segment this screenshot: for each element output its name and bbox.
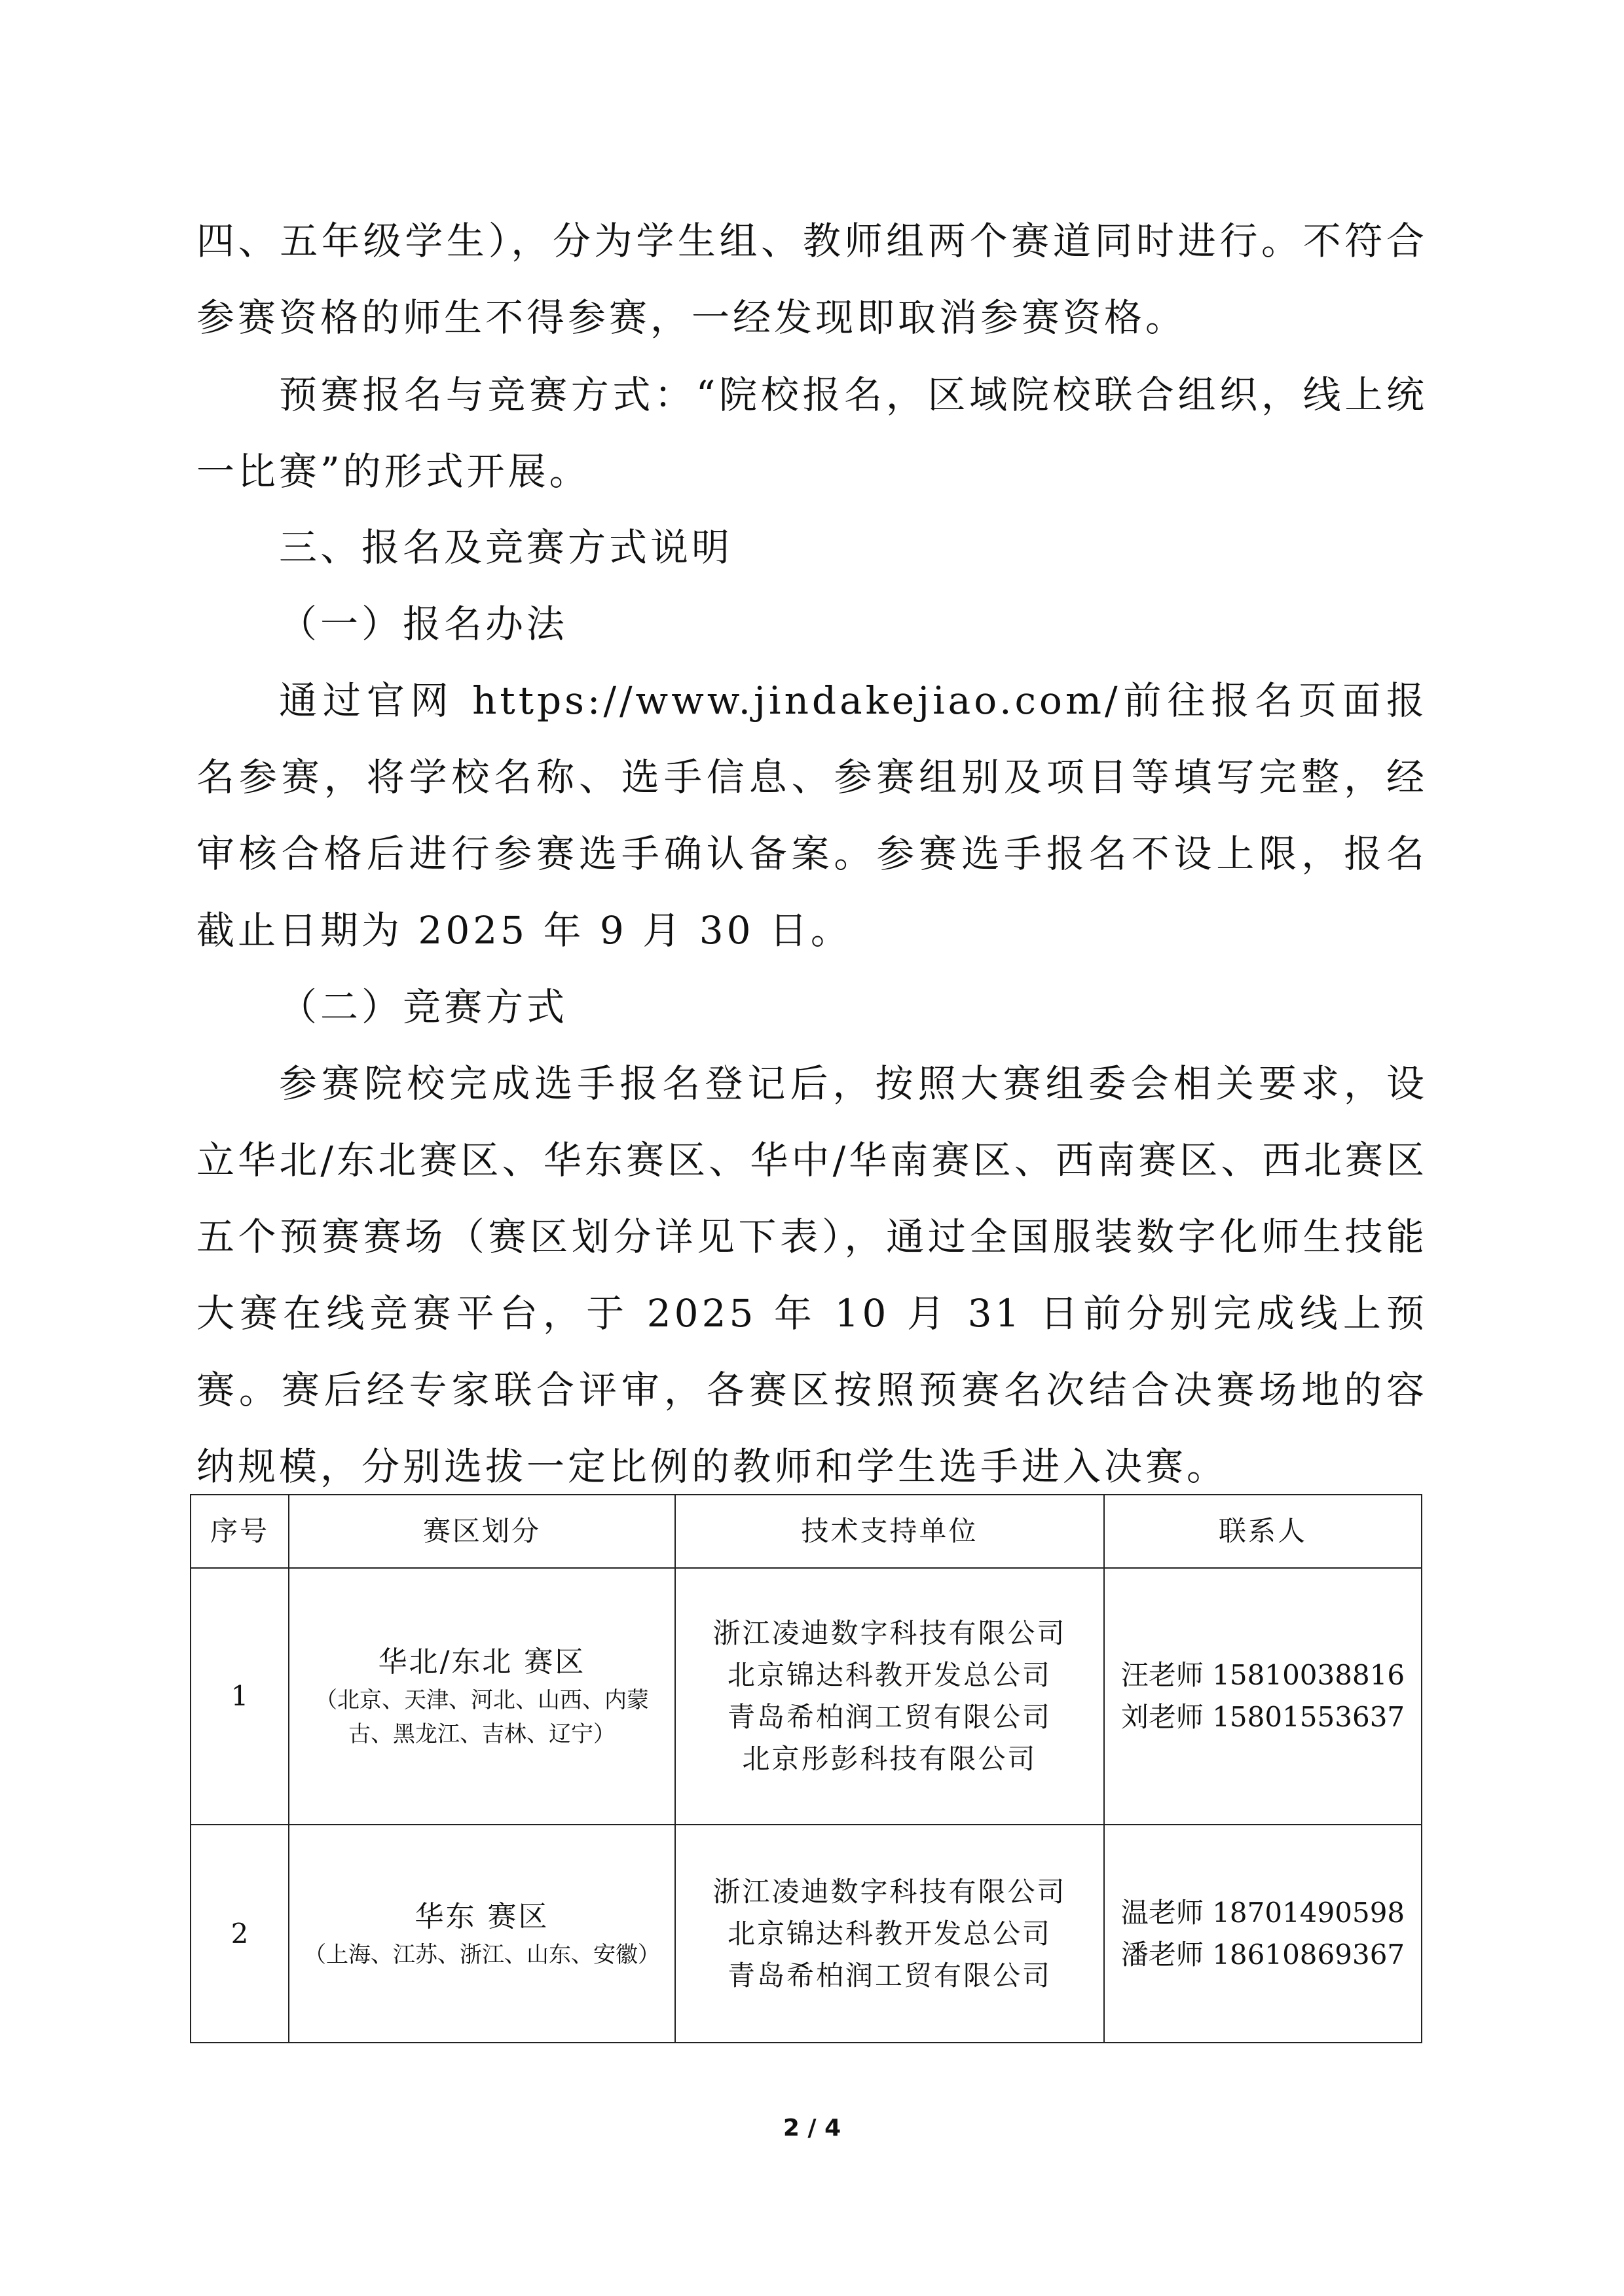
row-index: 2 — [191, 1825, 289, 2043]
header-region: 赛区划分 — [289, 1495, 675, 1568]
page-number: 2 / 4 — [783, 2115, 841, 2141]
region-table — [190, 1494, 1422, 2043]
header-support-unit: 技术支持单位 — [675, 1495, 1104, 1568]
support-unit: 北京锦达科教开发总公司 — [727, 1917, 1052, 1950]
support-unit: 青岛希柏润工贸有限公司 — [727, 1959, 1052, 1992]
region-name: 华东 赛区 — [415, 1899, 549, 1933]
table-row — [191, 1825, 1422, 2043]
table-header-row — [191, 1495, 1422, 1568]
support-unit: 浙江凌迪数字科技有限公司 — [712, 1875, 1067, 1908]
contact-cell — [1104, 1568, 1422, 1825]
support-unit-cell — [675, 1825, 1104, 2043]
row-index: 1 — [191, 1568, 289, 1825]
support-unit: 青岛希柏润工贸有限公司 — [727, 1701, 1052, 1733]
support-unit: 浙江凌迪数字科技有限公司 — [712, 1617, 1067, 1649]
header-index: 序号 — [191, 1495, 289, 1568]
region-cell — [289, 1825, 675, 2043]
support-unit: 北京彤彭科技有限公司 — [742, 1743, 1037, 1775]
subsection-heading-competition: （二）竞赛方式 — [279, 985, 568, 1029]
region-cell — [289, 1568, 675, 1825]
paragraph-competition-method: 参赛院校完成选手报名登记后，按照大赛组委会相关要求，设立华北/东北赛区、华东赛区、华中/华南赛区、西南赛区、西北赛区五个预赛赛场（赛区划分详见下表），通过全国服装数字化师生技能大赛在线竞赛平台，于 2025 年 10 月 31 日前分别完成线上预赛。赛后经专家联合评审，各赛区按照预赛名次结合决赛场地的容纳规模，分别选拔一定比例的教师和学生选手进入决赛。 — [196, 1061, 1428, 1489]
contact-person: 刘老师 15801553637 — [1120, 1701, 1405, 1733]
region-provinces: （上海、江苏、浙江、山东、安徽） — [304, 1941, 660, 1968]
region-provinces: （北京、天津、河北、山西、内蒙古、黑龙江、吉林、辽宁） — [315, 1687, 649, 1747]
subsection-heading-registration: （一）报名办法 — [279, 602, 568, 646]
contact-cell — [1104, 1825, 1422, 2043]
header-contact: 联系人 — [1104, 1495, 1422, 1568]
contact-person: 温老师 18701490598 — [1120, 1896, 1405, 1929]
contact-person: 潘老师 18610869367 — [1120, 1938, 1405, 1971]
contact-person: 汪老师 15810038816 — [1120, 1659, 1405, 1691]
table-row — [191, 1568, 1422, 1825]
paragraph-eligibility: 四、五年级学生），分为学生组、教师组两个赛道同时进行。不符合参赛资格的师生不得参赛，一经发现即取消参赛资格。 — [196, 219, 1428, 340]
section-heading-3: 三、报名及竞赛方式说明 — [279, 525, 733, 570]
support-unit: 北京锦达科教开发总公司 — [727, 1659, 1052, 1691]
paragraph-registration-mode: 预赛报名与竞赛方式：“院校报名，区域院校联合组织，线上统一比赛”的形式开展。 — [196, 373, 1428, 494]
paragraph-registration-method: 通过官网 https://www.jindakejiao.com/前往报名页面报名参赛，将学校名称、选手信息、参赛组别及项目等填写完整，经审核合格后进行参赛选手确认备案。参赛选手报名不设上限，报名截止日期为 2025 年 9 月 30 日。 — [196, 678, 1428, 953]
support-unit-cell — [675, 1568, 1104, 1825]
region-name: 华北/东北 赛区 — [378, 1645, 586, 1679]
